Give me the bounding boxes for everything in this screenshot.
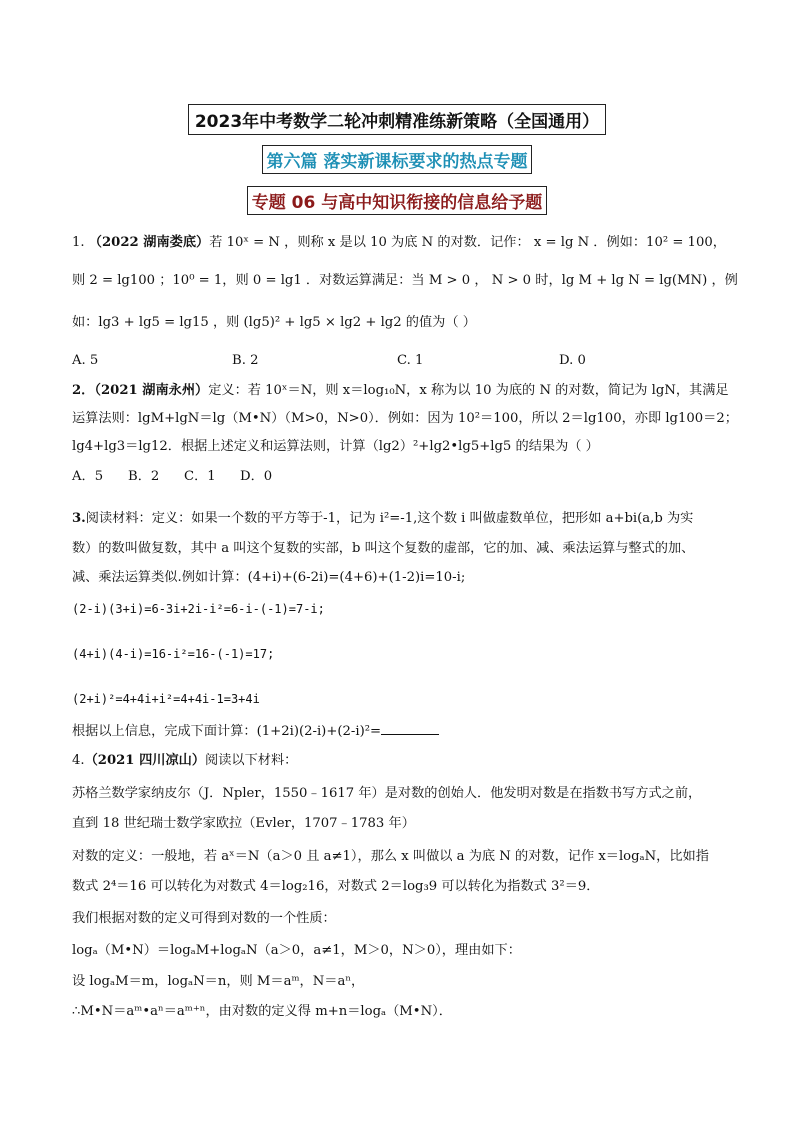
q3-answer-blank	[381, 722, 439, 735]
q1-number: 1.	[72, 235, 85, 250]
topic-title-row	[0, 186, 794, 215]
q4-line-1	[72, 752, 732, 770]
topic-title: 专题 06 与高中知识衔接的信息给予题	[247, 186, 548, 215]
q4-intro: 阅读以下材料：	[205, 753, 298, 768]
q4-paragraph-1: 苏格兰数学家纳皮尔（J．Npler，1550﹣1617 年）是对数的创始人．他发明对数是在指数书写方式之前，	[72, 786, 702, 801]
q2-option-c: C．1	[184, 469, 216, 484]
q3-line-3	[72, 569, 732, 587]
q3-example-1: (2-i)(3+i)=6-3i+2i-i²=6-i-(-1)=7-i;	[72, 602, 325, 616]
q2-option-b: B．2	[128, 469, 160, 484]
q3-line-2	[72, 540, 732, 558]
q2-option-a: A．5	[72, 469, 104, 484]
q3-example-2: (4+i)(4-i)=16-i²=16-(-1)=17;	[72, 647, 275, 661]
q3-text-2: 数）的数叫做复数，其中 a 叫这个复数的实部，b 叫这个复数的虚部，它的加、减、乘法运算与整式的加、	[72, 541, 695, 556]
main-title-row	[0, 104, 794, 135]
q4-source: （2021 四川凉山）	[84, 753, 206, 768]
q1-option-a: A. 5	[72, 353, 99, 368]
q2-line-3	[72, 438, 732, 456]
part-title: 第六篇 落实新课标要求的热点专题	[262, 145, 533, 174]
main-title: 2023年中考数学二轮冲刺精准练新策略（全国通用）	[188, 104, 606, 135]
q3-number: 3.	[72, 511, 86, 526]
q2-text-1: 定义：若 10ˣ＝N，则 x＝log₁₀N，x 称为以 10 为底的 N 的对数，简记为 lgN，其满足	[208, 383, 729, 398]
q1-line-3	[72, 314, 732, 332]
q3-line-1	[72, 510, 732, 528]
q2-text-2: 运算法则：lgM+lgN＝lg（M•N）（M>0，N>0）．例如：因为 10²＝100，所以 2＝lg100，亦即 lg100＝2；	[72, 411, 738, 426]
q2-line-1	[72, 382, 732, 400]
q4-paragraph-5: 我们根据对数的定义可得到对数的一个性质：	[72, 911, 336, 926]
q3-text-1: 阅读材料：定义：如果一个数的平方等于-1，记为 i²=-1,这个数 i 叫做虚数单位，把形如 a+bi(a,b 为实	[85, 511, 694, 526]
q3-example-3: (2+i)²=4+4i+i²=4+4i-1=3+4i	[72, 692, 260, 706]
q4-number: 4.	[72, 753, 85, 768]
q1-option-d: D. 0	[559, 353, 586, 368]
q4-paragraph-8: ∴M•N＝aᵐ•aⁿ＝aᵐ⁺ⁿ，由对数的定义得 m+n＝logₐ（M•N）．	[72, 1004, 452, 1019]
q1-line-2	[72, 272, 738, 290]
q3-task-line	[72, 722, 732, 741]
q2-number: 2．	[72, 383, 95, 398]
q3-text-3: 减、乘法运算类似.例如计算：(4+i)+(6-2i)=(4+6)+(1-2)i=10-i;	[72, 570, 466, 585]
q4-paragraph-4: 数式 2⁴＝16 可以转化为对数式 4＝log₂16，对数式 2＝log₃9 可以转化为指数式 3²＝9．	[72, 879, 600, 894]
q4-paragraph-6: logₐ（M•N）＝logₐM+logₐN（a＞0，a≠1，M＞0，N＞0），理由如下：	[72, 943, 521, 958]
q3-task: 根据以上信息，完成下面计算：(1+2i)(2-i)+(2-i)²=	[72, 724, 382, 739]
q1-text-1: 若 10ˣ = N ，则称 x 是以 10 为底 N 的对数．记作： x = lg N ．例如：10² = 100，	[209, 235, 726, 250]
q2-text-3: lg4+lg3＝lg12．根据上述定义和运算法则，计算（lg2）²+lg2•lg5+lg5 的结果为（ ）	[72, 439, 599, 454]
q2-options	[72, 468, 732, 486]
q1-option-b: B. 2	[232, 353, 259, 368]
q2-source: （2021 湖南永州）	[94, 383, 209, 398]
q1-options	[72, 352, 732, 370]
q2-line-2	[72, 410, 738, 428]
q4-paragraph-2: 直到 18 世纪瑞士数学家欧拉（Evler，1707﹣1783 年）	[72, 816, 415, 831]
q1-text-2: 则 2 = lg100 ；10⁰ = 1，则 0 = lg1 ．对数运算满足：当 M > 0 ， N > 0 时，lg M + lg N = lg(MN) ，例	[72, 273, 738, 288]
q2-option-d: D．0	[240, 469, 273, 484]
q4-paragraph-3: 对数的定义：一般地，若 aˣ＝N（a＞0 且 a≠1），那么 x 叫做以 a 为底 N 的对数，记作 x＝logₐN，比如指	[72, 849, 709, 864]
q1-source: （2022 湖南娄底）	[88, 235, 210, 250]
q4-paragraph-7: 设 logₐM＝m，logₐN＝n，则 M＝aᵐ，N＝aⁿ，	[72, 974, 365, 989]
q1-option-c: C. 1	[397, 353, 424, 368]
part-title-row	[0, 145, 794, 174]
q1-text-3: 如：lg3 + lg5 = lg15 ，则 (lg5)² + lg5 × lg2 + lg2 的值为（ ）	[72, 315, 476, 330]
q1-line-1	[72, 234, 732, 252]
